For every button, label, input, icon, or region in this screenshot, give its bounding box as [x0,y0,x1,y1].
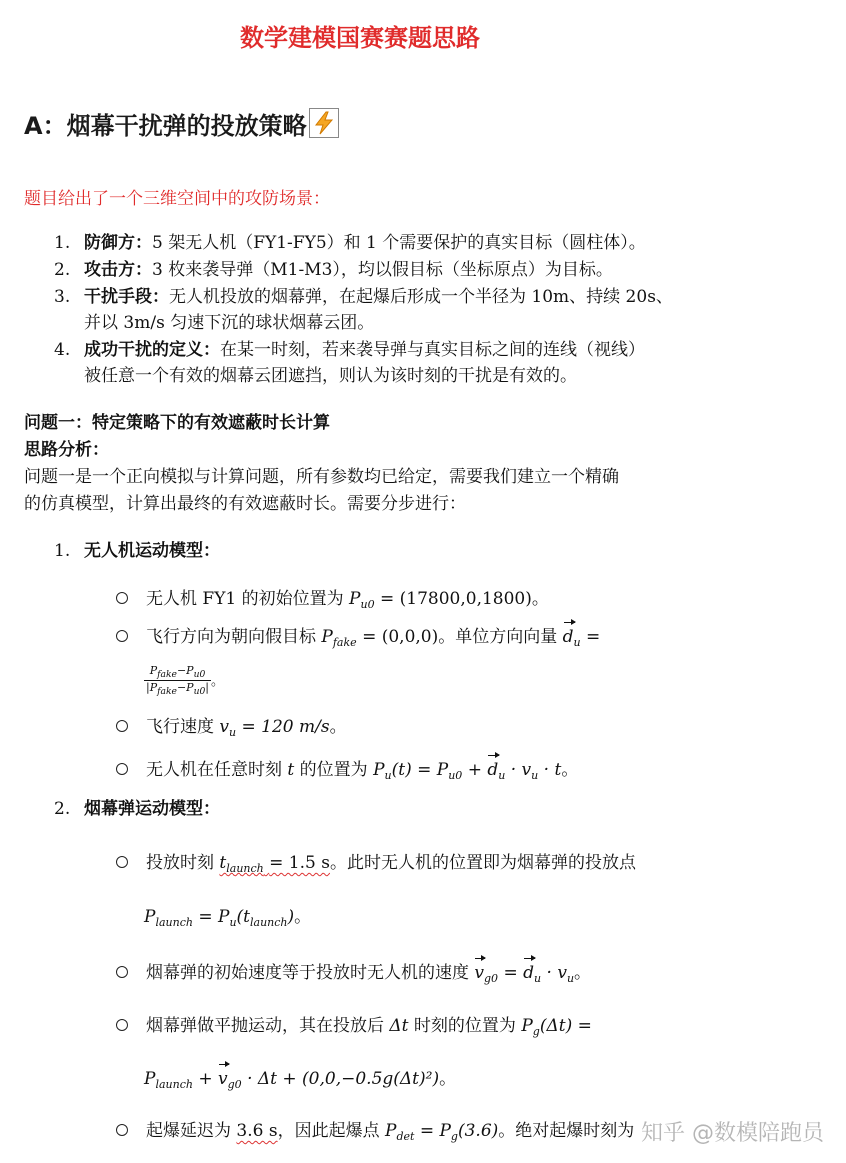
list-item: 4. 成功干扰的定义：在某一时刻，若来袭导弹与真实目标之间的连线（视线） [54,340,645,360]
section-heading [24,106,339,141]
lightning-icon [309,108,339,138]
list-item-continuation: 并以 3m/s 匀速下沉的球状烟幕云团。 [84,313,375,333]
analysis-text: 的仿真模型，计算出最终的有效遮蔽时长。需要分步进行： [24,494,466,514]
bullet-circle-icon [116,720,128,732]
watermark: 知乎 @数模陪跑员 [641,1121,824,1146]
step-heading: 1. 无人机运动模型： [54,541,220,561]
bullet-circle-icon [116,1124,128,1136]
bullet-item: 烟幕弹做平抛运动，其在投放后 Δt 时刻的位置为 $P_g(\Delta t)$ = [116,1013,592,1045]
bullet-item: 无人机在任意时刻 t 的位置为 $P_u(t) = P_{u0} + d_u \cdot v_u \cdot t$。 [116,757,578,789]
bullet-item: 无人机 FY1 的初始位置为 $P_{u0} = (17800,0,1800)$。 [116,586,549,618]
bullet-item: 飞行方向为朝向假目标 $P_{fake} = (0,0,0)$。单位方向向量 $d_u$ = [116,624,600,656]
bullet-item: 飞行速度 $v_u = 120$ m/s。 [116,714,347,746]
bullet-circle-icon [116,630,128,642]
list-item: 3. 干扰手段：无人机投放的烟幕弹，在起爆后形成一个半径为 10m、持续 20s、 [54,287,673,307]
analysis-label: 思路分析： [24,440,109,460]
bullet-circle-icon [116,966,128,978]
bullet-continuation: $P_{launch} + v_{g0} \cdot \Delta t + (0,0,-0.5g(\Delta t)^2)$。 [144,1066,456,1098]
bullet-circle-icon [116,856,128,868]
bullet-circle-icon [116,592,128,604]
bullet-item: 起爆延迟为 3.6 s，因此起爆点 $P_{det} = P_g(3.6)$。绝对起爆时刻为 [116,1118,634,1150]
bullet-circle-icon [116,1019,128,1031]
list-item: 2. 攻击方：3 枚来袭导弹（M1-M3），均以假目标（坐标原点）为目标。 [54,260,613,280]
list-item: 1. 防御方：5 架无人机（FY1-FY5）和 1 个需要保护的真实目标（圆柱体）。 [54,233,646,253]
step-heading: 2. 烟幕弹运动模型： [54,799,220,819]
intro-lead: 题目给出了一个三维空间中的攻防场景： [24,189,330,209]
bullet-item: 烟幕弹的初始速度等于投放时无人机的速度 $v_{g0} = d_u \cdot v_u$。 [116,960,591,992]
analysis-text: 问题一是一个正向模拟与计算问题，所有参数均已给定，需要我们建立一个精确 [24,467,619,487]
problem-heading: 问题一：特定策略下的有效遮蔽时长计算 [24,413,330,433]
list-item-continuation: 被任意一个有效的烟幕云团遮挡，则认为该时刻的干扰是有效的。 [84,366,577,386]
bullet-item: 投放时刻 $t_{launch} = 1.5$ s。此时无人机的位置即为烟幕弹的投放点 [116,850,636,882]
document-title: 数学建模国赛赛题思路 [240,24,480,52]
bullet-circle-icon [116,763,128,775]
section-heading-text: A：烟幕干扰弹的投放策略 [24,112,307,140]
direction-fraction: $\frac{P_{fake}-P_{u0}}{|P_{fake}-P_{u0}|}$ 。 [146,664,225,698]
bullet-continuation: $P_{launch} = P_u(t_{launch})$。 [144,907,312,929]
